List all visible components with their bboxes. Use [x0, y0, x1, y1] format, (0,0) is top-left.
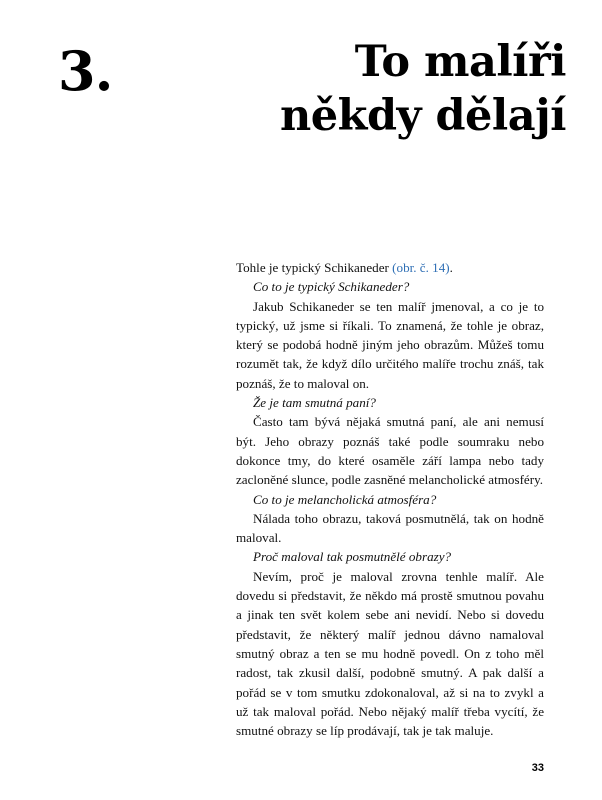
body-text-run: Tohle je typický Schikaneder [236, 260, 393, 275]
body-paragraph: Jakub Schikaneder se ten malíř jmenoval, a co je to typický, už jsme si říkali. To znamená, že tohle je obraz, který se podobá hodně jiným jeho obrazům. Můžeš tomu rozumět tak, že když dílo určitého malíře trochu znáš, tak poznáš, že to maloval on. [236, 298, 544, 391]
body-question: Že je tam smutná paní? [253, 395, 376, 411]
body-text-run: . [449, 260, 453, 275]
body-paragraph: Nálada toho obrazu, taková posmutnělá, tak on hodně maloval. [236, 510, 544, 546]
body-paragraph [236, 258, 544, 277]
page-number: 33 [531, 762, 544, 774]
chapter-title-line-1: To malíři [354, 37, 566, 87]
chapter-heading [0, 36, 602, 166]
body-paragraph: Často tam bývá nějaká smutná paní, ale ani nemusí být. Jeho obrazy poznáš také podle soumraku nebo dokonce tmy, do které osaměle září lampa nebo tady zacloněné slunce, podle zasněné melancholické atmosféry. [236, 414, 544, 488]
body-paragraph: Nevím, proč je maloval zrovna tenhle malíř. Ale dovedu si představit, že někdo má prostě smutnou povahu a jinak ten svět kolem sebe ani nevidí. Nebo si dovedu představit, že některý malíř jednou dávno namaloval smutný obraz a ten se mu hodně povedl. On z toho měl radost, tak zkusil další, podobně smutný. A pak další a pořád se v tom smutku zdokonaloval, až si na to zvykl a už tak maloval pořád. Nebo nějaký malíř třeba vycítí, že smutné obrazy se líp prodávají, tak je tak maluje. [236, 568, 544, 739]
body-question: Proč maloval tak posmutnělé obrazy? [253, 549, 452, 565]
chapter-title-line-2: někdy dělají [280, 90, 566, 141]
chapter-number: 3. [58, 39, 113, 103]
chapter-title [236, 36, 566, 144]
body-question: Co to je typický Schikaneder? [253, 279, 410, 295]
body-question: Co to je melancholická atmosféra? [253, 491, 437, 507]
figure-reference[interactable]: (obr. č. 14) [392, 260, 450, 275]
body-text-column [236, 258, 544, 740]
